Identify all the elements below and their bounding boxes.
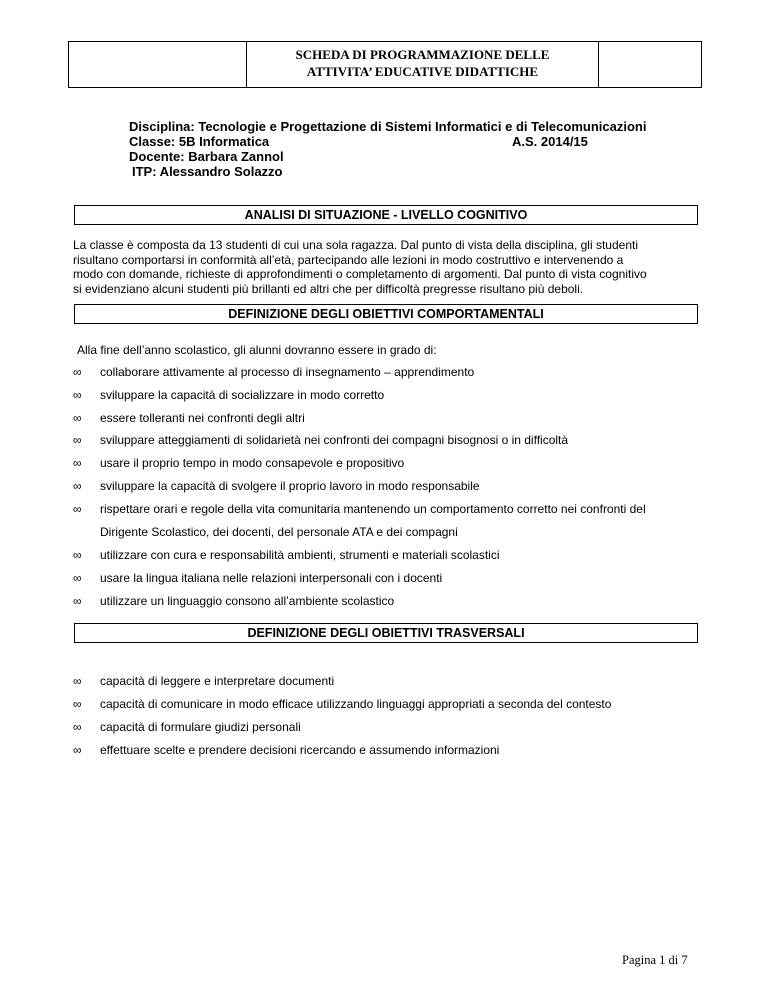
bullet-icon: ∞ <box>73 388 82 402</box>
list-item: ∞ capacità di leggere e interpretare documenti <box>73 674 335 688</box>
list-item: ∞ sviluppare la capacità di svolgere il proprio lavoro in modo responsabile <box>73 479 480 493</box>
section-title-analisi: ANALISI DI SITUAZIONE - LIVELLO COGNITIVO <box>74 205 698 225</box>
class: Classe: 5B Informatica <box>129 134 270 149</box>
list-item: ∞ collaborare attivamente al processo di insegnamento – apprendimento <box>73 365 475 379</box>
bullet-icon: ∞ <box>73 456 82 470</box>
list-item: ∞ rispettare orari e regole della vita comunitaria mantenendo un comportamento corretto nei confronti del <box>73 502 646 516</box>
teacher: Docente: Barbara Zannol <box>129 149 284 164</box>
list-item: ∞ usare la lingua italiana nelle relazioni interpersonali con i docenti <box>73 571 443 585</box>
comportamentali-intro: Alla fine dell’anno scolastico, gli alunni dovranno essere in grado di: <box>77 343 437 357</box>
bullet-icon: ∞ <box>73 433 82 447</box>
list-item: ∞ essere tolleranti nei confronti degli altri <box>73 411 305 425</box>
itp: ITP: Alessandro Solazzo <box>132 164 283 179</box>
list-item: ∞ effettuare scelte e prendere decisioni ricercando e assumendo informazioni <box>73 743 500 757</box>
list-item: ∞ capacità di comunicare in modo efficace utilizzando linguaggi appropriati a seconda del contesto <box>73 697 612 711</box>
bullet-icon: ∞ <box>73 502 82 516</box>
bullet-icon: ∞ <box>73 743 82 757</box>
section-title-comportamentali: DEFINIZIONE DEGLI OBIETTIVI COMPORTAMENTALI <box>74 304 698 324</box>
paragraph-line: La classe è composta da 13 studenti di cui una sola ragazza. Dal punto di vista della disciplina, gli studenti <box>73 238 639 252</box>
list-item: ∞ sviluppare atteggiamenti di solidarietà nei confronti dei compagni bisognosi o in difficoltà <box>73 433 569 447</box>
header-table <box>68 41 702 88</box>
bullet-icon: ∞ <box>73 720 82 734</box>
discipline: Disciplina: Tecnologie e Progettazione di Sistemi Informatici e di Telecomunicazioni <box>129 119 647 134</box>
bullet-icon: ∞ <box>73 594 82 608</box>
header-title <box>247 42 599 87</box>
list-item: ∞ capacità di formulare giudizi personali <box>73 720 301 734</box>
paragraph-line: si evidenziano alcuni studenti più brillanti ed altri che per difficoltà pregresse risultano più deboli. <box>73 281 584 296</box>
page-number: Pagina 1 di 7 <box>622 953 688 967</box>
bullet-icon: ∞ <box>73 697 82 711</box>
bullet-icon: ∞ <box>73 548 82 562</box>
bullet-icon: ∞ <box>73 479 82 493</box>
list-item: ∞ usare il proprio tempo in modo consapevole e propositivo <box>73 456 405 470</box>
header-cell-left <box>69 42 247 87</box>
bullet-icon: ∞ <box>73 674 82 688</box>
header-title-line2: ATTIVITA’ EDUCATIVE DIDATTICHE <box>306 64 539 79</box>
list-item: ∞ utilizzare un linguaggio consono all’ambiente scolastico <box>73 594 395 608</box>
bullet-icon: ∞ <box>73 365 82 379</box>
analisi-paragraph <box>73 238 699 296</box>
paragraph-line: risultano comportarsi in conformità all’età, partecipando alle lezioni in modo costruttivo e intervenendo a <box>73 252 624 267</box>
header-title-line1: SCHEDA DI PROGRAMMAZIONE DELLE <box>295 47 550 62</box>
bullet-icon: ∞ <box>73 571 82 585</box>
paragraph-line: modo con domande, richieste di approfondimenti o completamento di argomenti. Dal punto di vista cognitivo <box>73 267 647 282</box>
list-item: ∞ sviluppare la capacità di socializzare in modo corretto <box>73 388 385 402</box>
bullet-icon: ∞ <box>73 411 82 425</box>
list-item-continuation: Dirigente Scolastico, dei docenti, del personale ATA e dei compagni <box>100 525 458 539</box>
list-item: ∞ utilizzare con cura e responsabilità ambienti, strumenti e materiali scolastici <box>73 548 500 562</box>
header-cell-right <box>599 42 701 87</box>
section-title-trasversali: DEFINIZIONE DEGLI OBIETTIVI TRASVERSALI <box>74 623 698 643</box>
school-year: A.S. 2014/15 <box>512 134 588 149</box>
